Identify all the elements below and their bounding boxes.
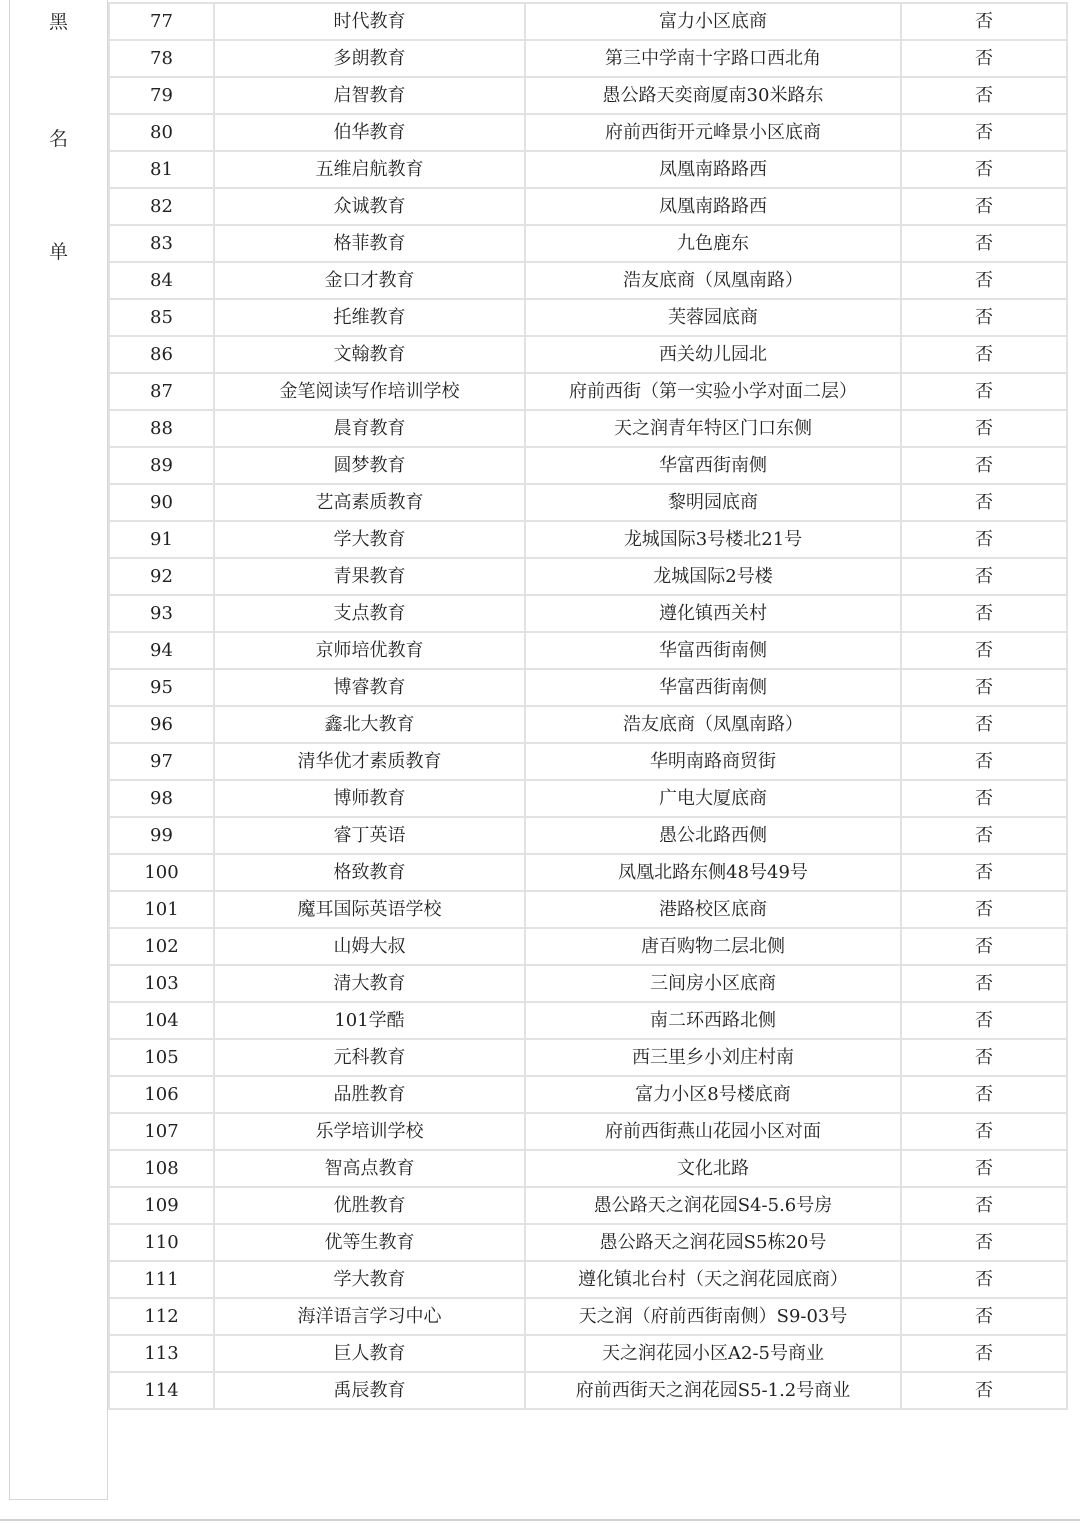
address-cell: 文化北路 (525, 1150, 901, 1187)
table-row (109, 336, 1067, 373)
table-row (109, 447, 1067, 484)
institution-name-cell: 清大教育 (214, 965, 525, 1002)
row-number-cell: 108 (109, 1150, 214, 1187)
address-cell: 华明南路商贸街 (525, 743, 901, 780)
page-bottom-divider (0, 1519, 1080, 1521)
table-row (109, 1298, 1067, 1335)
row-number-cell: 88 (109, 410, 214, 447)
address-cell: 府前西街天之润花园S5-1.2号商业 (525, 1372, 901, 1409)
category-label-char: 名 (48, 128, 68, 150)
address-cell: 遵化镇北台村（天之润花园底商） (525, 1261, 901, 1298)
institution-name-cell: 山姆大叔 (214, 928, 525, 965)
status-cell: 否 (901, 1224, 1067, 1261)
status-cell: 否 (901, 484, 1067, 521)
status-cell: 否 (901, 521, 1067, 558)
table-row (109, 299, 1067, 336)
institution-name-cell: 金笔阅读写作培训学校 (214, 373, 525, 410)
status-cell: 否 (901, 373, 1067, 410)
address-cell: 龙城国际2号楼 (525, 558, 901, 595)
table-row (109, 706, 1067, 743)
table-row (109, 669, 1067, 706)
table-row (109, 928, 1067, 965)
institution-name-cell: 启智教育 (214, 77, 525, 114)
address-cell: 府前西街燕山花园小区对面 (525, 1113, 901, 1150)
table-row (109, 743, 1067, 780)
institution-name-cell: 101学酷 (214, 1002, 525, 1039)
address-cell: 南二环西路北侧 (525, 1002, 901, 1039)
status-cell: 否 (901, 77, 1067, 114)
row-number-cell: 78 (109, 40, 214, 77)
address-cell: 广电大厦底商 (525, 780, 901, 817)
row-number-cell: 91 (109, 521, 214, 558)
status-cell: 否 (901, 1298, 1067, 1335)
address-cell: 第三中学南十字路口西北角 (525, 40, 901, 77)
table-row (109, 188, 1067, 225)
row-number-cell: 95 (109, 669, 214, 706)
table-row (109, 40, 1067, 77)
row-number-cell: 109 (109, 1187, 214, 1224)
row-number-cell: 103 (109, 965, 214, 1002)
address-cell: 华富西街南侧 (525, 447, 901, 484)
table-row (109, 780, 1067, 817)
institution-name-cell: 睿丁英语 (214, 817, 525, 854)
status-cell: 否 (901, 336, 1067, 373)
category-label-char: 黑 (48, 11, 68, 33)
institution-name-cell: 清华优才素质教育 (214, 743, 525, 780)
institution-name-cell: 晨育教育 (214, 410, 525, 447)
blacklist-table (108, 2, 1068, 1410)
address-cell: 华富西街南侧 (525, 632, 901, 669)
table-row (109, 484, 1067, 521)
institution-name-cell: 金口才教育 (214, 262, 525, 299)
row-number-cell: 110 (109, 1224, 214, 1261)
table-row (109, 891, 1067, 928)
table-row (109, 558, 1067, 595)
row-number-cell: 82 (109, 188, 214, 225)
status-cell: 否 (901, 1372, 1067, 1409)
address-cell: 黎明园底商 (525, 484, 901, 521)
table-row (109, 595, 1067, 632)
institution-name-cell: 艺高素质教育 (214, 484, 525, 521)
table-row (109, 1261, 1067, 1298)
institution-name-cell: 博师教育 (214, 780, 525, 817)
status-cell: 否 (901, 1076, 1067, 1113)
status-cell: 否 (901, 854, 1067, 891)
status-cell: 否 (901, 1150, 1067, 1187)
status-cell: 否 (901, 669, 1067, 706)
institution-name-cell: 魔耳国际英语学校 (214, 891, 525, 928)
table-row (109, 114, 1067, 151)
row-number-cell: 99 (109, 817, 214, 854)
institution-name-cell: 文翰教育 (214, 336, 525, 373)
address-cell: 富力小区8号楼底商 (525, 1076, 901, 1113)
institution-name-cell: 时代教育 (214, 3, 525, 40)
institution-name-cell: 学大教育 (214, 1261, 525, 1298)
address-cell: 华富西街南侧 (525, 669, 901, 706)
status-cell: 否 (901, 928, 1067, 965)
institution-name-cell: 众诚教育 (214, 188, 525, 225)
address-cell: 港路校区底商 (525, 891, 901, 928)
row-number-cell: 93 (109, 595, 214, 632)
institution-name-cell: 品胜教育 (214, 1076, 525, 1113)
status-cell: 否 (901, 1113, 1067, 1150)
address-cell: 天之润花园小区A2-5号商业 (525, 1335, 901, 1372)
institution-name-cell: 青果教育 (214, 558, 525, 595)
institution-name-cell: 支点教育 (214, 595, 525, 632)
status-cell: 否 (901, 1002, 1067, 1039)
address-cell: 芙蓉园底商 (525, 299, 901, 336)
table-row (109, 854, 1067, 891)
row-number-cell: 107 (109, 1113, 214, 1150)
status-cell: 否 (901, 558, 1067, 595)
table-row (109, 262, 1067, 299)
table-row (109, 1039, 1067, 1076)
address-cell: 愚公路天之润花园S5栋20号 (525, 1224, 901, 1261)
table-row (109, 1002, 1067, 1039)
status-cell: 否 (901, 188, 1067, 225)
address-cell: 凤凰南路路西 (525, 188, 901, 225)
status-cell: 否 (901, 410, 1067, 447)
table-row (109, 1372, 1067, 1409)
status-cell: 否 (901, 891, 1067, 928)
institution-name-cell: 伯华教育 (214, 114, 525, 151)
row-number-cell: 102 (109, 928, 214, 965)
institution-name-cell: 多朗教育 (214, 40, 525, 77)
institution-name-cell: 优胜教育 (214, 1187, 525, 1224)
table-row (109, 3, 1067, 40)
status-cell: 否 (901, 299, 1067, 336)
status-cell: 否 (901, 40, 1067, 77)
status-cell: 否 (901, 743, 1067, 780)
address-cell: 遵化镇西关村 (525, 595, 901, 632)
row-number-cell: 77 (109, 3, 214, 40)
address-cell: 三间房小区底商 (525, 965, 901, 1002)
table-row (109, 151, 1067, 188)
status-cell: 否 (901, 3, 1067, 40)
status-cell: 否 (901, 447, 1067, 484)
address-cell: 府前西街（第一实验小学对面二层） (525, 373, 901, 410)
status-cell: 否 (901, 1335, 1067, 1372)
address-cell: 龙城国际3号楼北21号 (525, 521, 901, 558)
status-cell: 否 (901, 151, 1067, 188)
row-number-cell: 96 (109, 706, 214, 743)
row-number-cell: 92 (109, 558, 214, 595)
table-row (109, 817, 1067, 854)
row-number-cell: 83 (109, 225, 214, 262)
row-number-cell: 90 (109, 484, 214, 521)
institution-name-cell: 托维教育 (214, 299, 525, 336)
address-cell: 愚公北路西侧 (525, 817, 901, 854)
table-row (109, 373, 1067, 410)
status-cell: 否 (901, 632, 1067, 669)
institution-name-cell: 海洋语言学习中心 (214, 1298, 525, 1335)
institution-name-cell: 京师培优教育 (214, 632, 525, 669)
row-number-cell: 98 (109, 780, 214, 817)
address-cell: 凤凰南路路西 (525, 151, 901, 188)
address-cell: 富力小区底商 (525, 3, 901, 40)
institution-name-cell: 智高点教育 (214, 1150, 525, 1187)
row-number-cell: 94 (109, 632, 214, 669)
row-number-cell: 111 (109, 1261, 214, 1298)
institution-name-cell: 学大教育 (214, 521, 525, 558)
status-cell: 否 (901, 817, 1067, 854)
address-cell: 天之润青年特区门口东侧 (525, 410, 901, 447)
row-number-cell: 113 (109, 1335, 214, 1372)
address-cell: 天之润（府前西街南侧）S9-03号 (525, 1298, 901, 1335)
table-row (109, 1113, 1067, 1150)
status-cell: 否 (901, 1039, 1067, 1076)
row-number-cell: 101 (109, 891, 214, 928)
row-number-cell: 89 (109, 447, 214, 484)
institution-name-cell: 元科教育 (214, 1039, 525, 1076)
institution-name-cell: 博睿教育 (214, 669, 525, 706)
institution-name-cell: 鑫北大教育 (214, 706, 525, 743)
row-number-cell: 80 (109, 114, 214, 151)
row-number-cell: 114 (109, 1372, 214, 1409)
institution-name-cell: 格致教育 (214, 854, 525, 891)
table-row (109, 632, 1067, 669)
row-number-cell: 81 (109, 151, 214, 188)
row-number-cell: 100 (109, 854, 214, 891)
status-cell: 否 (901, 965, 1067, 1002)
category-label-char: 单 (48, 241, 68, 263)
address-cell: 西关幼儿园北 (525, 336, 901, 373)
status-cell: 否 (901, 595, 1067, 632)
address-cell: 愚公路天奕商厦南30米路东 (525, 77, 901, 114)
row-number-cell: 85 (109, 299, 214, 336)
row-number-cell: 79 (109, 77, 214, 114)
row-number-cell: 105 (109, 1039, 214, 1076)
table-row (109, 965, 1067, 1002)
address-cell: 唐百购物二层北侧 (525, 928, 901, 965)
category-column (9, 0, 108, 1500)
institution-name-cell: 格菲教育 (214, 225, 525, 262)
institution-name-cell: 优等生教育 (214, 1224, 525, 1261)
row-number-cell: 104 (109, 1002, 214, 1039)
table-row (109, 1335, 1067, 1372)
blacklist-table-body (109, 3, 1067, 1409)
table-row (109, 77, 1067, 114)
row-number-cell: 84 (109, 262, 214, 299)
status-cell: 否 (901, 225, 1067, 262)
status-cell: 否 (901, 1261, 1067, 1298)
institution-name-cell: 乐学培训学校 (214, 1113, 525, 1150)
address-cell: 浩友底商（凤凰南路） (525, 262, 901, 299)
institution-name-cell: 五维启航教育 (214, 151, 525, 188)
address-cell: 凤凰北路东侧48号49号 (525, 854, 901, 891)
address-cell: 浩友底商（凤凰南路） (525, 706, 901, 743)
row-number-cell: 97 (109, 743, 214, 780)
status-cell: 否 (901, 706, 1067, 743)
table-row (109, 521, 1067, 558)
institution-name-cell: 圆梦教育 (214, 447, 525, 484)
row-number-cell: 86 (109, 336, 214, 373)
status-cell: 否 (901, 262, 1067, 299)
row-number-cell: 112 (109, 1298, 214, 1335)
address-cell: 愚公路天之润花园S4-5.6号房 (525, 1187, 901, 1224)
table-row (109, 410, 1067, 447)
status-cell: 否 (901, 1187, 1067, 1224)
address-cell: 九色鹿东 (525, 225, 901, 262)
table-row (109, 1150, 1067, 1187)
table-row (109, 1076, 1067, 1113)
table-row (109, 1187, 1067, 1224)
table-row (109, 1224, 1067, 1261)
table-row (109, 225, 1067, 262)
row-number-cell: 87 (109, 373, 214, 410)
institution-name-cell: 禹辰教育 (214, 1372, 525, 1409)
address-cell: 西三里乡小刘庄村南 (525, 1039, 901, 1076)
status-cell: 否 (901, 780, 1067, 817)
row-number-cell: 106 (109, 1076, 214, 1113)
status-cell: 否 (901, 114, 1067, 151)
institution-name-cell: 巨人教育 (214, 1335, 525, 1372)
address-cell: 府前西街开元峰景小区底商 (525, 114, 901, 151)
